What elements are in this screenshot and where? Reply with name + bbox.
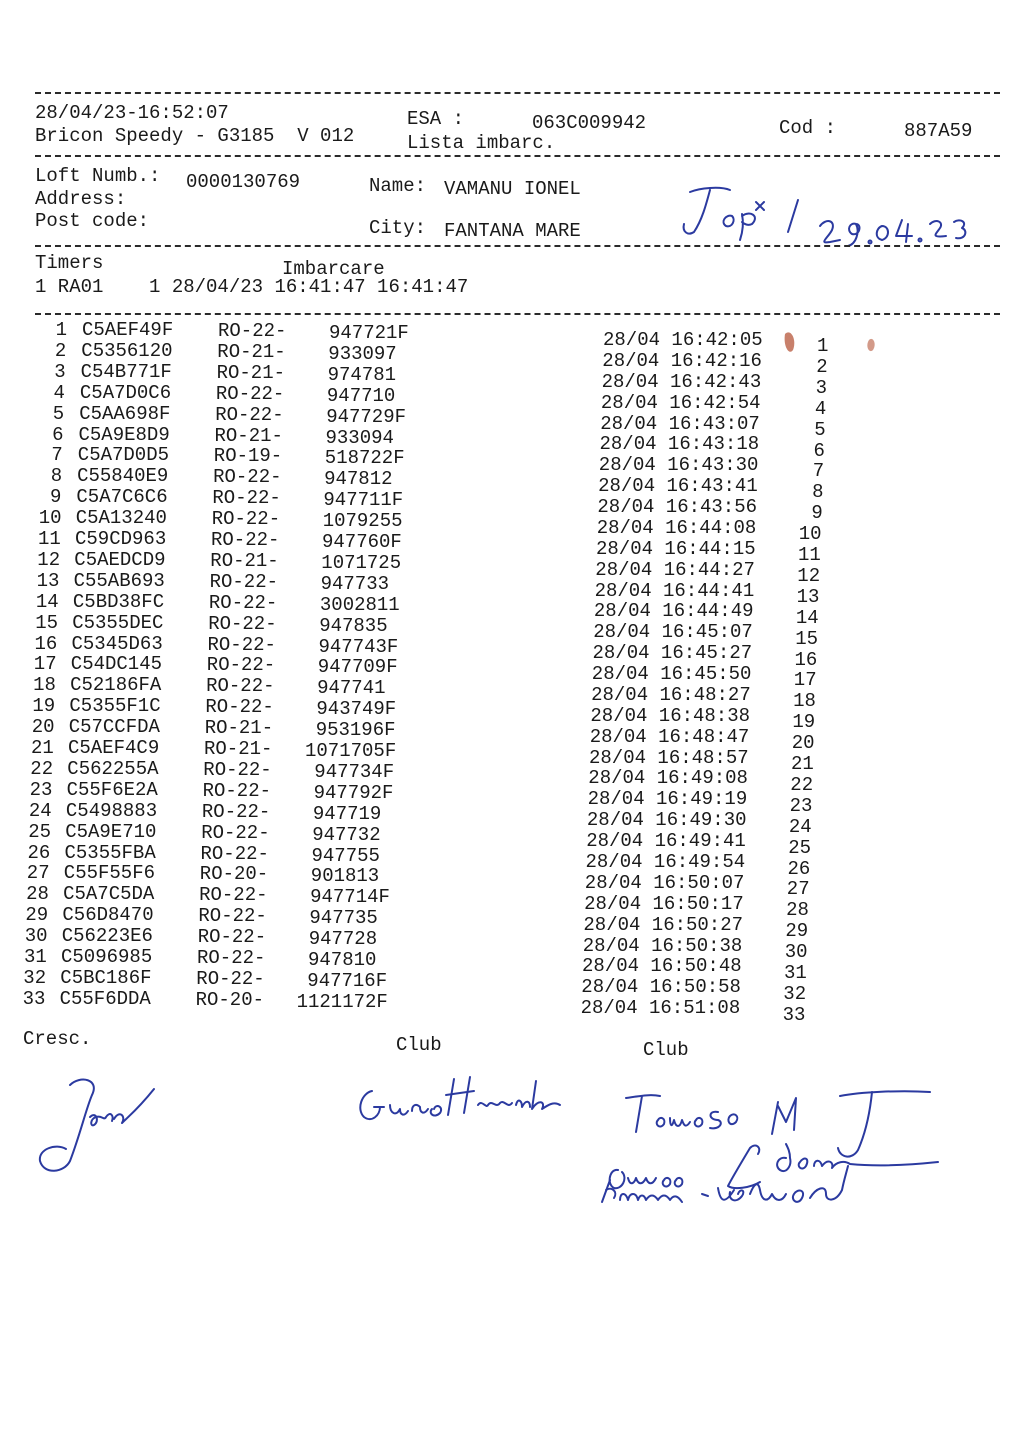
entry-number: 32 (23, 966, 47, 989)
esa-value: 063C009942 (532, 112, 647, 134)
chip-id: C5355DEC (72, 611, 164, 634)
entry-number: 30 (24, 925, 48, 948)
entry-number: 6 (52, 423, 64, 446)
dashed-rule-header (35, 155, 1000, 157)
arrival-time: 28/04 16:44:15 (596, 537, 756, 560)
entry-number: 10 (38, 507, 62, 530)
entry-number: 5 (52, 402, 65, 425)
chip-id: C56223E6 (61, 925, 153, 948)
arrival-time: 28/04 16:43:30 (598, 454, 759, 477)
address-label: Address: (35, 188, 127, 210)
chip-id: C5498883 (65, 799, 158, 822)
arrival-time: 28/04 16:50:38 (582, 934, 743, 957)
ring-number: 947711F (323, 489, 404, 512)
arrival-seq: 29 (785, 920, 809, 943)
chip-id: C5BC186F (60, 966, 152, 989)
ring-number: 947710 (326, 384, 396, 407)
loft-number-label: Loft Numb.: (35, 165, 161, 187)
chip-id: C5A7D0C6 (79, 381, 172, 404)
chip-id: C55F55F6 (63, 862, 156, 885)
arrival-seq: 11 (798, 544, 821, 566)
arrival-time: 28/04 16:49:19 (587, 788, 748, 811)
ring-number: 947719 (312, 802, 382, 825)
ring-number: 947728 (308, 928, 378, 951)
ring-prefix: RO-20- (199, 863, 269, 886)
ring-number: 947735 (309, 907, 378, 930)
ring-prefix: RO-22- (206, 654, 276, 677)
ring-number: 3002811 (319, 593, 400, 616)
arrival-time: 28/04 16:42:54 (600, 391, 761, 414)
arrival-time: 28/04 16:43:56 (597, 496, 758, 519)
ring-number: 1079255 (322, 510, 403, 533)
ring-prefix: RO-22- (208, 591, 278, 614)
arrival-seq: 23 (789, 794, 813, 817)
ring-prefix: RO-22- (206, 675, 275, 698)
entry-number: 9 (49, 486, 62, 509)
arrival-seq: 31 (784, 962, 807, 984)
chip-id: C55F6DDA (59, 987, 151, 1010)
arrival-seq: 4 (814, 397, 827, 420)
ring-prefix: RO-22- (200, 842, 269, 865)
club-signature-label-1: Club (396, 1034, 442, 1056)
club-signatures-2 (600, 1062, 940, 1222)
arrival-seq: 26 (787, 857, 811, 880)
ring-prefix: RO-22- (197, 926, 267, 949)
timers-title: Timers (35, 252, 104, 274)
entry-number: 22 (30, 757, 54, 780)
dashed-rule-loft (35, 245, 1000, 247)
arrival-seq: 17 (793, 669, 817, 692)
chip-id: C54DC145 (70, 653, 163, 676)
ring-prefix: RO-21- (204, 717, 274, 740)
arrival-time: 28/04 16:49:08 (588, 767, 748, 790)
ring-number: 947709F (317, 656, 398, 679)
ring-prefix: RO-22- (203, 758, 272, 781)
arrival-seq: 33 (782, 1003, 806, 1026)
arrival-time: 28/04 16:43:41 (598, 475, 758, 498)
list-title: Lista imbarc. (407, 132, 556, 154)
entry-number: 1 (55, 319, 67, 341)
ring-prefix: RO-22- (202, 779, 272, 802)
entry-number: 24 (28, 799, 52, 822)
arrival-time: 28/04 16:45:27 (592, 642, 753, 665)
ring-number: 1071725 (321, 551, 402, 574)
chip-id: C5AA698F (79, 402, 171, 425)
chip-id: C5356120 (81, 339, 173, 362)
ring-number: 947721F (329, 322, 409, 344)
arrival-time: 28/04 16:49:54 (585, 851, 746, 873)
club-signature-1 (350, 1065, 570, 1135)
arrival-seq: 27 (786, 878, 810, 901)
arrival-time: 28/04 16:49:41 (586, 830, 746, 853)
ring-number: 933094 (325, 426, 394, 449)
chip-id: C55AB693 (73, 569, 165, 592)
ring-number: 947729F (326, 405, 407, 428)
ring-number: 947743F (318, 635, 399, 658)
dashed-rule-top (35, 92, 1000, 94)
ring-prefix: RO-22- (199, 884, 268, 907)
arrival-seq: 14 (795, 606, 819, 629)
chip-id: C5AEDCD9 (74, 548, 166, 571)
arrival-time: 28/04 16:42:05 (603, 329, 763, 351)
ring-prefix: RO-22- (201, 821, 270, 844)
ring-number: 947755 (311, 844, 380, 867)
ring-prefix: RO-22- (196, 967, 265, 990)
ring-prefix: RO-22- (198, 905, 267, 928)
arrival-time: 28/04 16:44:41 (594, 579, 755, 602)
chip-id: C5355FBA (64, 841, 156, 864)
arrival-seq: 12 (797, 564, 821, 587)
arrival-seq: 19 (792, 711, 816, 734)
ring-number: 947835 (319, 614, 388, 637)
ring-number: 1121172F (296, 990, 388, 1013)
chip-id: C5355F1C (69, 695, 161, 718)
entry-number: 20 (31, 716, 55, 739)
ring-number: 947792F (313, 781, 394, 804)
ring-number: 933097 (328, 342, 397, 365)
ring-prefix: RO-20- (195, 988, 265, 1011)
entry-number: 4 (53, 381, 65, 404)
device-info: Bricon Speedy - G3185 V 012 (35, 125, 355, 147)
arrival-seq: 28 (786, 899, 809, 922)
breeder-signature-label: Cresc. (23, 1028, 92, 1050)
cod-label: Cod : (779, 117, 837, 139)
ring-number: 947810 (308, 949, 377, 971)
chip-id: C5A7C6C6 (76, 486, 168, 509)
chip-id: C5A9E710 (65, 820, 157, 843)
ring-prefix: RO-22- (215, 403, 284, 426)
arrival-seq: 22 (790, 773, 814, 796)
arrival-seq: 21 (791, 753, 814, 775)
ring-number: 953196F (315, 719, 396, 742)
ring-prefix: RO-22- (211, 529, 280, 551)
esa-label: ESA : (407, 108, 465, 130)
arrival-seq: 30 (784, 941, 808, 964)
ring-prefix: RO-22- (218, 320, 287, 342)
entry-number: 14 (35, 590, 59, 613)
dashed-rule-timers (35, 313, 1000, 315)
ring-number: 901813 (310, 865, 380, 888)
arrival-seq: 24 (788, 815, 812, 838)
chip-id: C56D8470 (62, 904, 154, 927)
ring-prefix: RO-21- (210, 549, 279, 572)
arrival-time: 28/04 16:50:17 (584, 892, 744, 915)
arrival-seq: 9 (811, 502, 823, 525)
ring-number: 947732 (312, 823, 381, 846)
city-label: City: (369, 217, 427, 239)
name-label: Name: (369, 175, 427, 197)
arrival-seq: 5 (814, 418, 826, 441)
ring-prefix: RO-22- (211, 508, 281, 531)
chip-id: C5A7D0D5 (77, 444, 170, 467)
chip-id: C5AEF49F (82, 319, 174, 341)
entry-number: 21 (31, 737, 54, 759)
ring-number: 947733 (320, 572, 390, 595)
arrival-time: 28/04 16:44:08 (596, 516, 757, 539)
arrival-seq: 18 (793, 690, 816, 713)
embark-label: Imbarcare (282, 258, 385, 280)
arrival-time: 28/04 16:48:27 (591, 683, 751, 706)
ring-number: 974781 (327, 363, 397, 386)
arrival-seq: 1 (817, 335, 829, 357)
loft-number: 0000130769 (186, 171, 301, 193)
arrival-time: 28/04 16:48:38 (590, 704, 751, 727)
ring-prefix: RO-21- (217, 340, 286, 363)
ring-number: 518722F (324, 447, 405, 470)
entry-number: 28 (26, 883, 49, 906)
arrival-seq: 3 (815, 376, 827, 399)
print-datetime: 28/04/23-16:52:07 (35, 102, 229, 124)
chip-id: C54B771F (80, 360, 172, 383)
arrival-seq: 13 (796, 585, 820, 608)
entry-number: 18 (33, 674, 56, 697)
entry-number: 12 (37, 548, 61, 571)
chip-id: C5A13240 (75, 507, 167, 530)
arrival-seq: 7 (812, 460, 825, 483)
arrival-time: 28/04 16:51:08 (580, 997, 741, 1020)
entry-number: 8 (50, 465, 63, 488)
chip-id: C562255A (67, 757, 159, 780)
cod-value: 887A59 (904, 120, 973, 142)
entry-number: 31 (24, 946, 47, 968)
ring-prefix: RO-22- (201, 800, 271, 823)
chip-id: C5345D63 (71, 632, 163, 655)
ring-prefix: RO-19- (213, 445, 283, 468)
chip-id: C5A9E8D9 (78, 423, 170, 446)
arrival-time: 28/04 16:42:16 (602, 349, 762, 372)
arrival-seq: 10 (798, 523, 822, 546)
entry-number: 17 (33, 653, 57, 676)
ring-prefix: RO-22- (212, 487, 281, 510)
arrival-seq: 8 (812, 481, 824, 504)
arrival-time: 28/04 16:44:49 (593, 600, 754, 623)
arrival-seq: 32 (783, 982, 807, 1005)
arrival-seq: 25 (788, 836, 811, 859)
chip-id: C52186FA (70, 674, 162, 697)
chip-id: C57CCFDA (68, 716, 160, 739)
ring-number: 947760F (322, 531, 402, 553)
entry-number: 15 (35, 611, 58, 634)
entry-number: 11 (38, 528, 61, 550)
chip-id: C5096985 (61, 946, 153, 968)
arrival-time: 28/04 16:42:43 (601, 370, 762, 393)
handwritten-top-note (660, 180, 990, 260)
arrival-seq: 6 (813, 439, 825, 462)
entry-number: 16 (34, 632, 58, 655)
arrival-time: 28/04 16:49:30 (586, 809, 747, 832)
arrival-time: 28/04 16:43:07 (600, 412, 760, 435)
ring-prefix: RO-22- (197, 947, 266, 969)
ring-prefix: RO-22- (215, 382, 285, 405)
ring-prefix: RO-22- (213, 466, 282, 489)
ring-number: 947714F (310, 886, 390, 909)
chip-id: C5AEF4C9 (68, 737, 160, 759)
city-value: FANTANA MARE (444, 220, 581, 242)
entry-number: 7 (51, 444, 63, 467)
chip-id: C5BD38FC (72, 590, 165, 613)
ring-prefix: RO-21- (204, 738, 273, 760)
arrival-seq: 16 (794, 648, 818, 671)
ink-smudge (775, 322, 885, 372)
arrival-time: 28/04 16:48:57 (589, 746, 749, 769)
arrival-time: 28/04 16:48:47 (589, 725, 750, 748)
entry-number: 3 (54, 360, 66, 383)
entry-number: 33 (22, 987, 46, 1010)
ring-number: 1071705F (305, 740, 397, 762)
arrival-seq: 2 (816, 355, 828, 378)
ring-prefix: RO-22- (205, 696, 274, 719)
ring-prefix: RO-22- (209, 570, 279, 593)
chip-id: C55F6E2A (66, 778, 158, 801)
ring-number: 943749F (316, 698, 397, 721)
entry-number: 29 (25, 904, 49, 927)
chip-id: C59CD963 (75, 528, 167, 550)
entry-number: 13 (36, 569, 60, 592)
arrival-time: 28/04 16:43:18 (599, 433, 760, 456)
entry-number: 25 (28, 820, 51, 843)
fancier-name: VAMANU IONEL (444, 178, 581, 200)
arrival-time: 28/04 16:45:07 (593, 621, 753, 644)
timer-line: 1 RA01 1 28/04/23 16:41:47 16:41:47 (35, 276, 469, 298)
arrival-time: 28/04 16:50:48 (582, 955, 742, 978)
ring-number: 947741 (317, 677, 386, 700)
chip-id: C55840E9 (77, 465, 169, 488)
ring-number: 947734F (314, 760, 395, 783)
club-signature-label-2: Club (643, 1039, 689, 1061)
ring-prefix: RO-21- (216, 361, 286, 384)
ring-number: 947812 (324, 468, 393, 491)
arrival-time: 28/04 16:44:27 (595, 558, 755, 581)
arrival-time: 28/04 16:45:50 (591, 663, 752, 686)
entry-number: 26 (27, 841, 51, 864)
arrival-time: 28/04 16:50:27 (583, 913, 744, 936)
entry-number: 27 (26, 862, 50, 885)
arrival-seq: 20 (791, 732, 815, 755)
entry-number: 2 (54, 339, 67, 362)
ring-number: 947716F (307, 969, 388, 992)
arrival-seq: 15 (795, 627, 818, 650)
ring-prefix: RO-21- (214, 424, 283, 447)
arrival-time: 28/04 16:50:58 (581, 976, 741, 999)
breeder-signature (30, 1065, 170, 1185)
ring-prefix: RO-22- (208, 612, 277, 635)
chip-id: C5A7C5DA (63, 883, 155, 906)
arrival-time: 28/04 16:50:07 (584, 871, 745, 894)
post-code-label: Post code: (35, 210, 150, 232)
entry-number: 19 (32, 695, 56, 718)
entry-number: 23 (29, 778, 53, 801)
ring-prefix: RO-22- (207, 633, 276, 656)
